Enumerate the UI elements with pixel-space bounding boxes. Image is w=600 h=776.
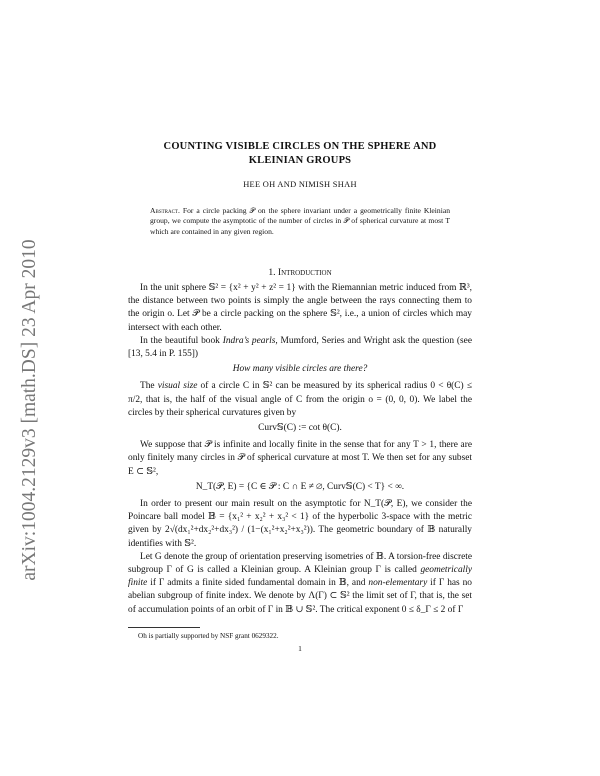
equation-curvature: Curv𝕊(C) := cot θ(C). <box>258 422 342 433</box>
paper-title <box>128 140 472 168</box>
paragraph-2 <box>128 335 472 361</box>
paragraph-1: In the unit sphere 𝕊² = {x² + y² + z² = 1} with the Riemannian metric induced from ℝ³, the distance between two points is simply the angle between the rays connecting them to the origin o. Let 𝒫 be a circle packing on the sphere 𝕊², i.e., a union of circles which may intersect with each other. <box>128 282 472 333</box>
paragraph-4: We suppose that 𝒫 is infinite and locally finite in the sense that for any T > 1, there are only finitely many circles in 𝒫 of spherical curvature at most T. We then set for any subset E ⊂ 𝕊², <box>128 440 472 477</box>
non-elementary-term: non-elementary <box>368 578 428 589</box>
section-number: 1. <box>268 266 276 278</box>
page-number: 1 <box>298 643 302 653</box>
paragraph-6-text-a: Let G denote the group of orientation preserving isometries of 𝔹. A torsion-free discrete subgroup Γ of G is called a Kleinian group. A Kleinian group Γ is called <box>128 551 472 575</box>
title-line-2: KLEINIAN GROUPS <box>248 155 352 166</box>
section-heading <box>128 267 472 278</box>
abstract-text: For a circle packing 𝒫 on the sphere invariant under a geometrically finite Kleinian group, we compute the asymptotic of the number of circles in 𝒫 of spherical curvature at most T which are contained in any given region. <box>150 206 450 236</box>
geometrically-finite-term: geometrically finite <box>128 564 472 589</box>
arxiv-stamp <box>10 200 50 620</box>
paragraph-3-text-a: The <box>140 381 158 392</box>
book-title: Indra’s pearls <box>222 335 276 346</box>
visual-size-term: visual size <box>157 381 198 392</box>
paragraph-3 <box>128 380 472 420</box>
section-title: Introduction <box>277 266 332 278</box>
author-list: HEE OH AND NIMISH SHAH <box>243 180 357 189</box>
equation-counting: N_T(𝒫, E) = {C ∈ 𝒫 : C ∩ E ≠ ∅, Curv𝕊(C) < T} < ∞. <box>195 481 405 492</box>
paragraph-2-text-b: , Mumford, Series and Wright ask the question (see [13, 5.4 in P. 155]) <box>128 335 472 359</box>
paragraph-3-text-b: of a circle C in 𝕊² can be measured by its spherical radius 0 < θ(C) ≤ π/2, that is, the half of the visual angle of C from the origin o = (0, 0, 0). We label the circles by their spherical curvatures given by <box>128 381 472 418</box>
paragraph-6-text-c: if Γ has no abelian subgroup of finite index. We denote by Λ(Γ) ⊂ 𝕊² the limit set of Γ, that is, the set of accumulation points of an orbit of Γ in 𝔹 ∪ 𝕊². The critical exponent 0 ≤ δ_Γ ≤ 2 of Γ <box>128 578 472 615</box>
footnote: Oh is partially supported by NSF grant 0629322. <box>138 631 279 640</box>
question: How many visible circles are there? <box>232 364 368 375</box>
paragraph-6 <box>128 551 472 617</box>
paragraph-2-text-a: In the beautiful book <box>140 335 223 346</box>
paragraph-6-text-b: if Γ admits a finite sided fundamental domain in 𝔹, and <box>147 578 369 589</box>
paragraph-5: In order to present our main result on the asymptotic for N_T(𝒫, E), we consider the Poincare ball model 𝔹 = {x₁² + x₂² + x₃² < 1} of the hyperbolic 3-space with the metric given by 2√(dx₁²+dx₂²+dx₃²) / (1−(x₁²+x₂²+x₃²)). The geometric boundary of 𝔹 naturally identifies with 𝕊². <box>128 498 472 549</box>
footnote-rule <box>128 627 200 628</box>
abstract-label: Abstract. <box>150 206 180 215</box>
title-line-1: COUNTING VISIBLE CIRCLES ON THE SPHERE AND <box>163 141 437 152</box>
paper-page <box>128 140 472 653</box>
abstract <box>150 206 450 237</box>
arxiv-identifier: arXiv:1004.2129v3 [math.DS] 23 Apr 2010 <box>19 239 40 581</box>
